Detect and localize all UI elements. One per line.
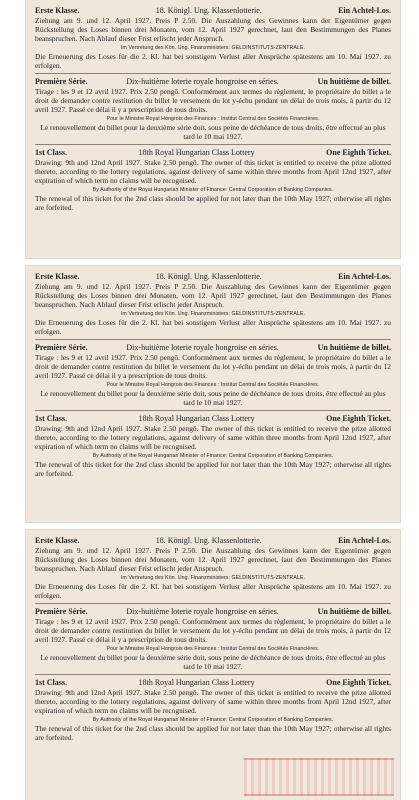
english-text: Drawing: 9th and 12nd April 1927. Stake 2.50 pengő. The owner of this ticket is entitled to receive the prize allotted thereto, according to the lottery regulations, against delivery of same within three months from April 12nd 1927, after expiration of which term no claims will be recognised. xyxy=(35,688,391,716)
german-text: Ziehung am 9. und 12. April 1927. Preis P 2.50. Die Auszahlung des Gewinnes kann der Eigentümer gegen Rückstellung des Loses binnen drei Monaten, vom 12. April 1927 gerechnet, laut den Bestimmungen des Planes beanspruchen. Nach Ablauf dieser Frist erlischt jeder Anspruch. xyxy=(35,546,391,574)
german-authority: Im Vertretung des Kön. Ung. Finanzministers: GELDINSTITUTS-ZENTRALE. xyxy=(120,310,306,317)
german-class: Erste Klasse. xyxy=(35,272,80,281)
german-ticket-part: Ein Achtel-Los. xyxy=(338,272,391,281)
french-ticket-part: Un huitième de billet. xyxy=(317,343,391,353)
divider xyxy=(35,410,391,411)
french-renewal: Le renouvellement du billet pour la deuxième série doit, sous peine de déchéance de tous droits, être effectué au plus tard le 10 mai 1927. xyxy=(40,388,386,407)
english-renewal: The renewal of this ticket for the 2nd class should be applied for not later than the 10th May 1927; otherwise all rights are forfeited. xyxy=(35,723,391,742)
german-class: Erste Klasse. xyxy=(35,6,80,15)
german-text: Ziehung am 9. und 12. April 1927. Preis P 2.50. Die Auszahlung des Gewinnes kann der Eigentümer gegen Rückstellung des Loses binnen drei Monaten, vom 12. April 1927 gerechnet, laut den Bestimmungen des Planes beanspruchen. Nach Ablauf dieser Frist erlischt jeder Anspruch. xyxy=(35,282,391,310)
english-section xyxy=(35,678,391,742)
german-header xyxy=(35,6,391,16)
french-authority: Pour le Ministre Royal Hongrois des Finances : Institut Central des Sociétés Financières. xyxy=(106,115,320,122)
french-ticket-part: Un huitième de billet. xyxy=(317,607,391,617)
english-authority: By Authority of the Royal Hungarian Minister of Finance: Central Corporation of Banking Companies. xyxy=(92,716,334,723)
german-section xyxy=(35,6,391,70)
french-authority: Pour le Ministre Royal Hongrois des Finances : Institut Central des Sociétés Financières. xyxy=(106,381,320,388)
german-header xyxy=(35,536,391,546)
french-ticket-part: Un huitième de billet. xyxy=(317,77,391,87)
divider xyxy=(35,674,391,675)
german-authority: Im Vertretung des Kön. Ung. Finanzministers: GELDINSTITUTS-ZENTRALE. xyxy=(120,574,306,581)
english-lottery-name: 18th Royal Hungarian Class Lottery xyxy=(138,148,255,158)
french-text: Tirage : les 9 et 12 avril 1927. Prix 2.50 pengő. Conformément aux termes du règlement, le propriétaire du billet a le droit de demander contre restitution du billet le versement du lot y-échu pendant un délai de trois mois, à partir du 12 avril 1927. Passé ce délai il y a prescription de tous droits. xyxy=(35,617,391,645)
french-header xyxy=(35,607,391,617)
german-section xyxy=(35,536,391,600)
french-lottery-name: Dix-huitième loterie royale hongroise en séries. xyxy=(126,77,279,87)
german-authority: Im Vertretung des Kön. Ung. Finanzministers: GELDINSTITUTS-ZENTRALE. xyxy=(120,44,306,51)
english-class: 1st Class. xyxy=(35,678,68,688)
german-lottery-name: 18. Königl. Ung. Klassenlotterie. xyxy=(155,6,262,15)
english-text: Drawing: 9th and 12nd April 1927. Stake 2.50 pengő. The owner of this ticket is entitled to receive the prize allotted thereto, according to the lottery regulations, against delivery of same within three months from April 12nd 1927, after expiration of which term no claims will be recognised. xyxy=(35,158,391,186)
german-header xyxy=(35,272,391,282)
french-header xyxy=(35,343,391,353)
english-class: 1st Class. xyxy=(35,148,68,158)
english-renewal: The renewal of this ticket for the 2nd class should be applied for not later than the 10th May 1927; otherwise all rights are forfeited. xyxy=(35,193,391,212)
french-class: Première Série. xyxy=(35,77,88,87)
english-renewal: The renewal of this ticket for the 2nd class should be applied for not later than the 10th May 1927; otherwise all rights are forfeited. xyxy=(35,459,391,478)
german-section xyxy=(35,272,391,336)
lottery-ticket-3 xyxy=(26,530,400,800)
french-renewal: Le renouvellement du billet pour la deuxième série doit, sous peine de déchéance de tous droits, être effectué au plus tard le 10 mai 1927. xyxy=(40,122,386,141)
divider xyxy=(35,339,391,340)
german-renewal: Die Erneuerung des Loses für die 2. Kl. hat bei sonstigem Verlust aller Ansprüche spätestens am 10. Mai 1927. zu erfolgen. xyxy=(35,581,391,600)
french-text: Tirage : les 9 et 12 avril 1927. Prix 2.50 pengő. Conformément aux termes du règlement, le propriétaire du billet a le droit de demander contre restitution du billet le versement du lot y-échu pendant un délai de trois mois, à partir du 12 avril 1927. Passé ce délai il y a prescription de tous droits. xyxy=(35,87,391,115)
french-lottery-name: Dix-huitième loterie royale hongroise en séries. xyxy=(126,343,279,353)
divider xyxy=(35,144,391,145)
german-lottery-name: 18. Königl. Ung. Klassenlotterie. xyxy=(155,272,262,281)
french-class: Première Série. xyxy=(35,607,88,617)
divider xyxy=(35,603,391,604)
english-header xyxy=(35,148,391,158)
german-renewal: Die Erneuerung des Loses für die 2. Kl. hat bei sonstigem Verlust aller Ansprüche spätestens am 10. Mai 1927. zu erfolgen. xyxy=(35,317,391,336)
french-class: Première Série. xyxy=(35,343,88,353)
english-lottery-name: 18th Royal Hungarian Class Lottery xyxy=(138,414,255,424)
english-ticket-part: One Eighth Ticket. xyxy=(326,414,391,424)
french-lottery-name: Dix-huitième loterie royale hongroise en séries. xyxy=(126,607,279,617)
french-section xyxy=(35,607,391,671)
german-lottery-name: 18. Königl. Ung. Klassenlotterie. xyxy=(155,536,262,545)
french-section xyxy=(35,77,391,141)
french-authority: Pour le Ministre Royal Hongrois des Finances : Institut Central des Sociétés Financières. xyxy=(106,645,320,652)
french-renewal: Le renouvellement du billet pour la deuxième série doit, sous peine de déchéance de tous droits, être effectué au plus tard le 10 mai 1927. xyxy=(40,652,386,671)
english-class: 1st Class. xyxy=(35,414,68,424)
english-text: Drawing: 9th and 12nd April 1927. Stake 2.50 pengő. The owner of this ticket is entitled to receive the prize allotted thereto, according to the lottery regulations, against delivery of same within three months from April 12nd 1927, after expiration of which term no claims will be recognised. xyxy=(35,424,391,452)
english-section xyxy=(35,414,391,478)
english-ticket-part: One Eighth Ticket. xyxy=(326,678,391,688)
lottery-ticket-2 xyxy=(26,266,400,522)
english-lottery-name: 18th Royal Hungarian Class Lottery xyxy=(138,678,255,688)
red-overprint-stamp xyxy=(244,758,394,796)
german-ticket-part: Ein Achtel-Los. xyxy=(338,536,391,545)
french-section xyxy=(35,343,391,407)
english-ticket-part: One Eighth Ticket. xyxy=(326,148,391,158)
english-authority: By Authority of the Royal Hungarian Minister of Finance: Central Corporation of Banking Companies. xyxy=(92,186,334,193)
german-class: Erste Klasse. xyxy=(35,536,80,545)
german-ticket-part: Ein Achtel-Los. xyxy=(338,6,391,15)
german-text: Ziehung am 9. und 12. April 1927. Preis P 2.50. Die Auszahlung des Gewinnes kann der Eigentümer gegen Rückstellung des Loses binnen drei Monaten, vom 12. April 1927 gerechnet, laut den Bestimmungen des Planes beanspruchen. Nach Ablauf dieser Frist erlischt jeder Anspruch. xyxy=(35,16,391,44)
german-renewal: Die Erneuerung des Loses für die 2. Kl. hat bei sonstigem Verlust aller Ansprüche spätestens am 10. Mai 1927. zu erfolgen. xyxy=(35,51,391,70)
french-text: Tirage : les 9 et 12 avril 1927. Prix 2.50 pengő. Conformément aux termes du règlement, le propriétaire du billet a le droit de demander contre restitution du billet le versement du lot y-échu pendant un délai de trois mois, à partir du 12 avril 1927. Passé ce délai il y a prescription de tous droits. xyxy=(35,353,391,381)
english-header xyxy=(35,414,391,424)
english-authority: By Authority of the Royal Hungarian Minister of Finance: Central Corporation of Banking Companies. xyxy=(92,452,334,459)
lottery-ticket-1 xyxy=(26,0,400,258)
english-header xyxy=(35,678,391,688)
divider xyxy=(35,73,391,74)
english-section xyxy=(35,148,391,212)
french-header xyxy=(35,77,391,87)
